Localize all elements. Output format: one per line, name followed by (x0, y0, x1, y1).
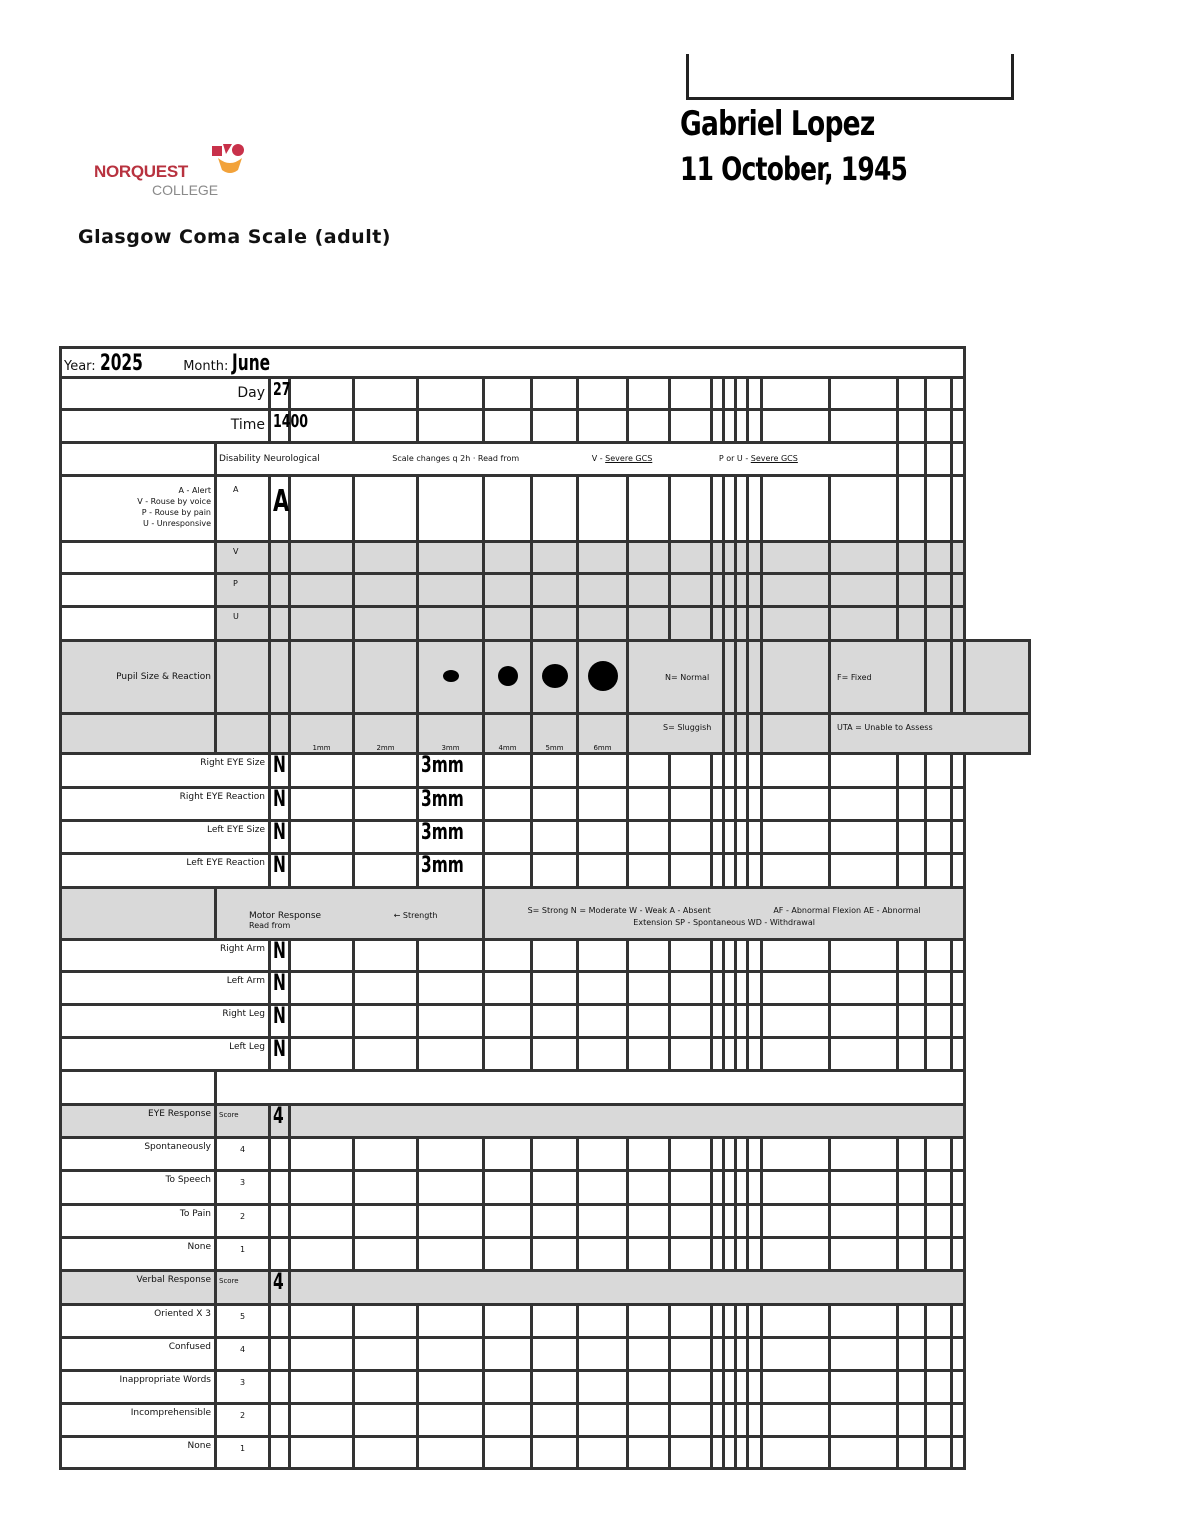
mm-1: 1mm (290, 714, 354, 754)
right-eye-size-row (61, 754, 1030, 788)
eye-none-row (61, 1238, 1030, 1271)
pupil-size-row (61, 641, 1030, 714)
day-row (61, 378, 1030, 410)
right-leg-value: N (273, 1004, 286, 1029)
right-leg-value-cell[interactable] (270, 1005, 290, 1038)
left-arm-label: Left Arm (61, 972, 270, 1005)
gcs-chart-table (59, 346, 1031, 1470)
motor-heading: Motor Response (249, 911, 322, 921)
verbal-none-row (61, 1437, 1030, 1469)
right-eye-size-label: Right EYE Size (61, 754, 270, 788)
time-row (61, 410, 1030, 443)
eye-response-label: EYE Response (61, 1105, 216, 1138)
eye-speech-row (61, 1171, 1030, 1205)
code-p: P (216, 574, 270, 607)
pupil-dot-4mm (498, 666, 518, 686)
left-eye-size-value: N (273, 820, 286, 845)
verbal-none-pts: 1 (216, 1437, 270, 1469)
eye-spontaneous-pts: 4 (216, 1138, 270, 1171)
year-month-row (61, 348, 1030, 378)
left-eye-size-mm-cell[interactable] (418, 821, 484, 854)
day-value-cell[interactable] (270, 378, 290, 410)
eye-pain-row (61, 1205, 1030, 1238)
right-arm-label: Right Arm (61, 940, 270, 972)
right-eye-reaction-row (61, 788, 1030, 821)
code-u: U (216, 607, 270, 641)
pupil-gauge-6mm (578, 641, 628, 714)
avpu-a-value-cell[interactable] (270, 476, 290, 542)
code-v: V (216, 542, 270, 574)
disability-header-row (61, 443, 1030, 476)
pupil-gauge-5mm (532, 641, 578, 714)
verbal-response-label: Verbal Response (61, 1271, 216, 1305)
pupil-gauge-3mm (418, 641, 484, 714)
eye-pain-label: To Pain (61, 1205, 216, 1238)
right-arm-value: N (273, 939, 286, 964)
left-eye-size-mm: 3mm (421, 820, 464, 845)
verbal-score-value: 4 (273, 1270, 284, 1295)
pupil-dot-5mm (542, 664, 568, 688)
legend-pain: P - Rouse by pain (141, 508, 211, 517)
left-eye-reaction-label: Left EYE Reaction (61, 854, 270, 888)
left-eye-reaction-value-cell[interactable] (270, 854, 290, 888)
month-value[interactable]: June (232, 351, 271, 376)
avpu-a-value: A (273, 484, 290, 519)
right-eye-size-mm-cell[interactable] (418, 754, 484, 788)
year-label: Year: (64, 359, 96, 374)
code-a: A (216, 476, 270, 542)
pupil-dot-6mm (588, 661, 618, 691)
eye-spontaneous-label: Spontaneously (61, 1138, 216, 1171)
verbal-oriented-label: Oriented X 3 (61, 1305, 216, 1338)
motor-left-arm-row (61, 972, 1030, 1005)
time-value: 1400 (273, 411, 309, 432)
right-arm-value-cell[interactable] (270, 940, 290, 972)
v-note-gcs: Severe GCS (605, 454, 653, 463)
motor-legend-1: S= Strong N = Moderate W - Weak A - Absent (527, 906, 711, 915)
pupil-sluggish-note: S= Sluggish (628, 714, 724, 754)
eye-spontaneous-row (61, 1138, 1030, 1171)
left-eye-size-label: Left EYE Size (61, 821, 270, 854)
eye-none-label: None (61, 1238, 216, 1271)
verbal-response-header-row (61, 1271, 1030, 1305)
pupil-label: Pupil Size & Reaction (61, 641, 216, 714)
patient-label-box (686, 54, 1014, 100)
left-eye-size-value-cell[interactable] (270, 821, 290, 854)
right-eye-size-mm: 3mm (421, 753, 464, 778)
left-leg-value-cell[interactable] (270, 1038, 290, 1071)
mm-3: 3mm (418, 714, 484, 754)
avpu-legend (61, 476, 216, 542)
verbal-confused-row (61, 1338, 1030, 1371)
year-value[interactable]: 2025 (99, 351, 143, 376)
verbal-inappropriate-label: Inappropriate Words (61, 1371, 216, 1404)
p-note-prefix: P or U - (718, 454, 751, 463)
eye-speech-pts: 3 (216, 1171, 270, 1205)
patient-dob: 11 October, 1945 (680, 150, 908, 188)
motor-read: Read from (249, 921, 291, 930)
left-arm-value: N (273, 971, 286, 996)
v-note-prefix: V - (591, 454, 606, 463)
right-eye-reaction-value: N (273, 787, 286, 812)
avpu-v-row (61, 542, 1030, 574)
eye-speech-label: To Speech (61, 1171, 216, 1205)
verbal-incomprehensible-label: Incomprehensible (61, 1404, 216, 1437)
p-note-gcs: Severe GCS (750, 454, 798, 463)
disability-heading: Disability Neurological (219, 454, 320, 464)
right-leg-label: Right Leg (61, 1005, 270, 1038)
motor-header-row (61, 888, 1030, 940)
left-eye-reaction-row (61, 854, 1030, 888)
mm-5: 5mm (532, 714, 578, 754)
motor-strength: ← Strength (393, 911, 438, 920)
verbal-incomprehensible-row (61, 1404, 1030, 1437)
motor-right-leg-row (61, 1005, 1030, 1038)
pupil-uta-note: UTA = Unable to Assess (830, 714, 1030, 754)
left-arm-value-cell[interactable] (270, 972, 290, 1005)
left-eye-size-row (61, 821, 1030, 854)
verbal-inappropriate-row (61, 1371, 1030, 1404)
right-eye-reaction-value-cell[interactable] (270, 788, 290, 821)
verbal-score-label: Score (216, 1271, 270, 1305)
time-value-cell[interactable] (270, 410, 309, 443)
legend-alert: A - Alert (178, 486, 211, 495)
verbal-none-label: None (61, 1437, 216, 1469)
left-eye-reaction-mm-cell[interactable] (418, 854, 484, 888)
eye-score-value: 4 (273, 1104, 284, 1129)
left-eye-reaction-mm: 3mm (421, 853, 464, 878)
time-label: Time (61, 410, 270, 443)
norquest-logo (90, 140, 260, 204)
motor-legend-3: AF - Abnormal Flexion AE - Abnormal (773, 906, 921, 915)
day-value: 27 (273, 379, 291, 400)
verbal-confused-label: Confused (61, 1338, 216, 1371)
left-leg-label: Left Leg (61, 1038, 270, 1071)
month-label: Month: (183, 359, 229, 374)
pupil-fixed-note: F= Fixed (830, 641, 926, 714)
eye-response-header-row (61, 1105, 1030, 1138)
right-eye-size-value-cell[interactable] (270, 754, 290, 788)
day-label: Day (61, 378, 270, 410)
logo-wordmark: NORQUEST (94, 162, 188, 181)
eye-none-pts: 1 (216, 1238, 270, 1271)
eye-score-label: Score (216, 1105, 270, 1138)
spacer-row (61, 1071, 1030, 1105)
patient-name: Gabriel Lopez (680, 104, 875, 144)
avpu-p-row (61, 574, 1030, 607)
legend-unresponsive: U - Unresponsive (142, 519, 211, 528)
mm-6: 6mm (578, 714, 628, 754)
avpu-a-row (61, 476, 1030, 542)
verbal-oriented-pts: 5 (216, 1305, 270, 1338)
verbal-score-cell[interactable] (270, 1271, 290, 1305)
logo-subtitle: COLLEGE (152, 182, 219, 198)
mm-4: 4mm (484, 714, 532, 754)
page-title: Glasgow Coma Scale (adult) (78, 226, 391, 248)
verbal-confused-pts: 4 (216, 1338, 270, 1371)
left-eye-reaction-value: N (273, 853, 286, 878)
eye-score-cell[interactable] (270, 1105, 290, 1138)
pupil-mm-row (61, 714, 1030, 754)
right-eye-size-value: N (273, 753, 286, 778)
motor-legend-2: Extension SP - Spontaneous WD - Withdrawal (633, 918, 815, 927)
right-eye-reaction-mm-cell[interactable] (418, 788, 484, 821)
mm-2: 2mm (354, 714, 418, 754)
verbal-incomprehensible-pts: 2 (216, 1404, 270, 1437)
scale-note: Scale changes q 2h · Read from (392, 454, 520, 463)
verbal-inappropriate-pts: 3 (216, 1371, 270, 1404)
logo-mark-icon (210, 140, 250, 178)
verbal-oriented-row (61, 1305, 1030, 1338)
left-leg-value: N (273, 1037, 286, 1062)
pupil-normal-note: N= Normal (628, 641, 724, 714)
right-eye-reaction-mm: 3mm (421, 787, 464, 812)
right-eye-reaction-label: Right EYE Reaction (61, 788, 270, 821)
legend-voice: V - Rouse by voice (137, 497, 211, 506)
motor-left-leg-row (61, 1038, 1030, 1071)
eye-pain-pts: 2 (216, 1205, 270, 1238)
avpu-u-row (61, 607, 1030, 641)
motor-right-arm-row (61, 940, 1030, 972)
pupil-gauge-4mm (484, 641, 532, 714)
pupil-dot-3mm (443, 670, 459, 682)
